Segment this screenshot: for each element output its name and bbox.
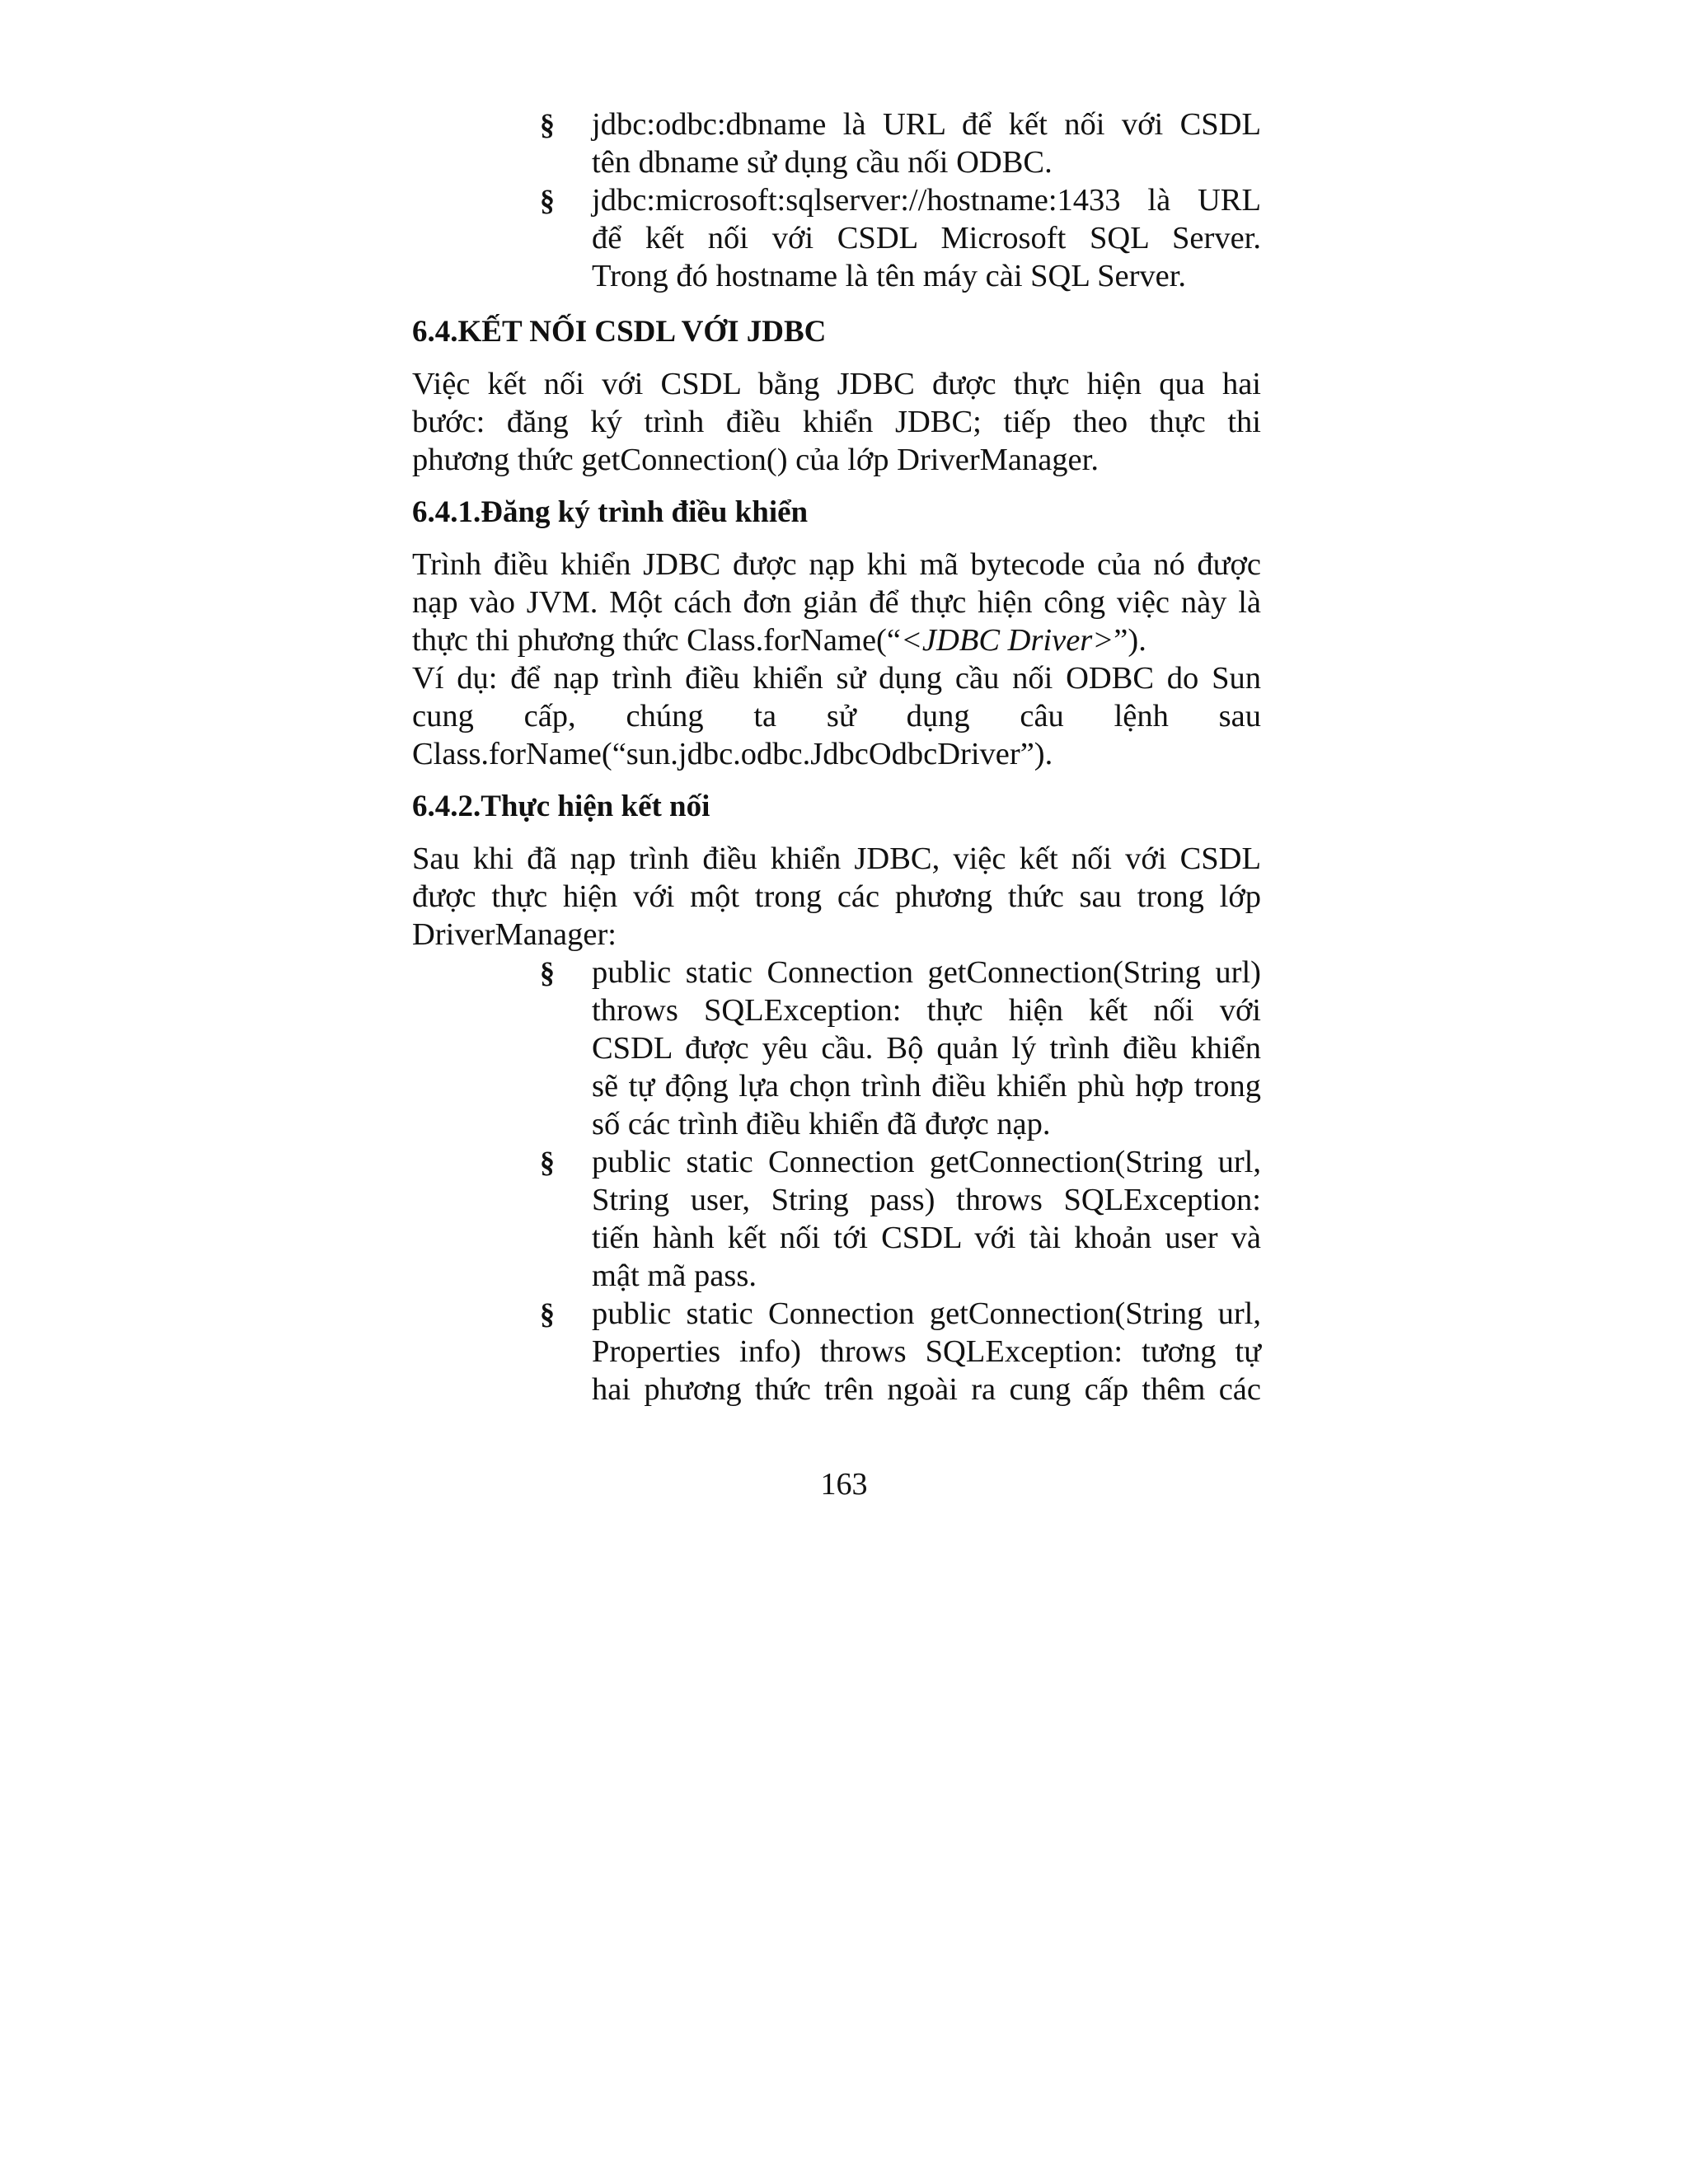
text-line: String user, String pass) throws SQLException:	[592, 1183, 1261, 1217]
text-line	[412, 621, 1261, 659]
section-sign-icon: §	[540, 184, 555, 217]
text-line: public static Connection getConnection(String url,	[592, 1145, 1261, 1179]
section-6-4-paragraph	[412, 365, 1261, 479]
text-line: throws SQLException: thực hiện kết nối với	[592, 993, 1261, 1028]
text-line: Việc kết nối với CSDL bằng JDBC được thực hiện qua hai	[412, 367, 1261, 401]
bullet-text	[592, 1143, 1261, 1295]
text-line: Properties info) throws SQLException: tương tự	[592, 1334, 1261, 1369]
text-fragment: thực thi phương thức Class.forName(“	[412, 623, 901, 658]
text-line: CSDL được yêu cầu. Bộ quản lý trình điều khiển	[592, 1031, 1261, 1066]
section-sign-icon: §	[540, 956, 555, 989]
text-line: để kết nối với CSDL Microsoft SQL Server.	[592, 221, 1261, 255]
text-line: nạp vào JVM. Một cách đơn giản để thực hiện công việc này là	[412, 585, 1261, 620]
section-6-4-2-paragraph	[412, 840, 1261, 954]
text-line: Trong đó hostname là tên máy cài SQL Server.	[592, 259, 1187, 293]
bullet-text	[592, 954, 1261, 1143]
text-line: số các trình điều khiển đã được nạp.	[592, 1107, 1051, 1141]
list-item	[412, 181, 1261, 295]
text-line: jdbc:odbc:dbname là URL để kết nối với CSDL	[592, 107, 1261, 142]
bullet-text	[592, 1295, 1261, 1408]
section-heading-6-4: 6.4.KẾT NỐI CSDL VỚI JDBC	[412, 315, 827, 349]
list-item	[412, 954, 1261, 1143]
text-line: hai phương thức trên ngoài ra cung cấp thêm các	[592, 1372, 1261, 1407]
text-line: Trình điều khiển JDBC được nạp khi mã bytecode của nó được	[412, 547, 1261, 582]
list-item	[412, 105, 1261, 181]
text-line: DriverManager:	[412, 917, 617, 952]
text-line: cung cấp, chúng ta sử dụng câu lệnh sau	[412, 699, 1261, 733]
bullet-text	[592, 105, 1261, 181]
text-line: public static Connection getConnection(String url,	[592, 1296, 1261, 1331]
text-line: mật mã pass.	[592, 1258, 757, 1293]
section-sign-icon: §	[540, 1146, 555, 1179]
section-6-4-1-paragraph	[412, 546, 1261, 773]
text-line: Ví dụ: để nạp trình điều khiển sử dụng cầu nối ODBC do Sun	[412, 661, 1261, 696]
top-bullet-list	[412, 105, 1261, 295]
text-line: jdbc:microsoft:sqlserver://hostname:1433 là URL	[592, 183, 1261, 218]
page-number: 163	[820, 1467, 868, 1502]
text-line: tiến hành kết nối tới CSDL với tài khoản user và	[592, 1221, 1261, 1255]
page-content	[412, 107, 1261, 1408]
section-heading-6-4-2: 6.4.2.Thực hiện kết nối	[412, 790, 710, 823]
text-line: phương thức getConnection() của lớp DriverManager.	[412, 443, 1099, 477]
jdbc-driver-placeholder: <JDBC Driver>	[900, 623, 1114, 658]
section-sign-icon: §	[540, 108, 555, 141]
text-line: Class.forName(“sun.jdbc.odbc.JdbcOdbcDriver”).	[412, 737, 1053, 771]
text-line: sẽ tự động lựa chọn trình điều khiển phù hợp trong	[592, 1069, 1261, 1104]
text-line: được thực hiện với một trong các phương thức sau trong lớp	[412, 879, 1261, 914]
list-item	[412, 1295, 1261, 1408]
text-line: Sau khi đã nạp trình điều khiển JDBC, việc kết nối với CSDL	[412, 841, 1261, 876]
list-item	[412, 1143, 1261, 1295]
bullet-text	[592, 181, 1261, 295]
text-line: bước: đăng ký trình điều khiển JDBC; tiếp theo thực thi	[412, 405, 1261, 439]
text-line: tên dbname sử dụng cầu nối ODBC.	[592, 145, 1053, 180]
section-sign-icon: §	[540, 1297, 555, 1330]
section-heading-6-4-1: 6.4.1.Đăng ký trình điều khiển	[412, 495, 809, 529]
method-bullet-list	[412, 954, 1261, 1408]
text-fragment: ”).	[1114, 623, 1146, 658]
text-line: public static Connection getConnection(String url)	[592, 955, 1261, 990]
